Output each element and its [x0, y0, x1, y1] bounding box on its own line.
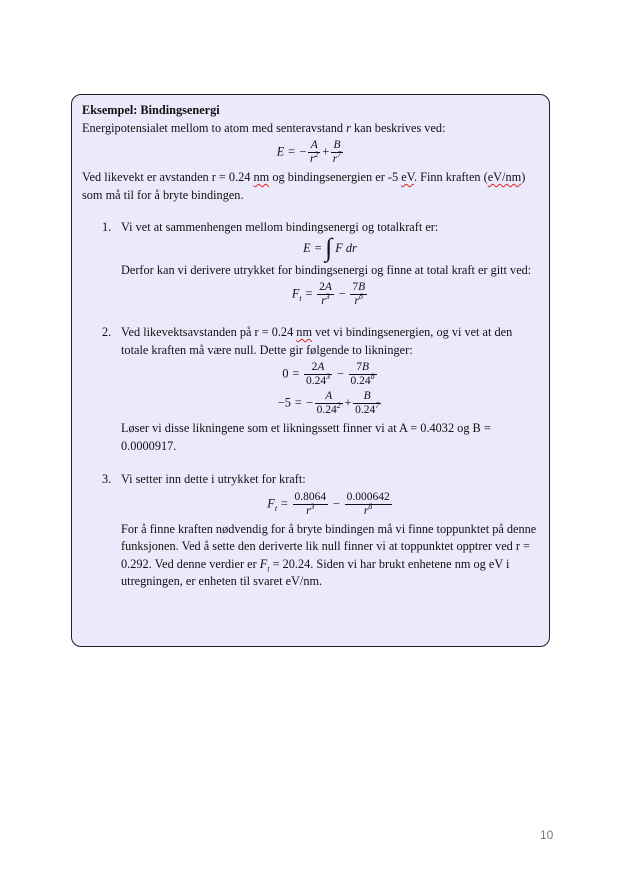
- example-title: Eksempel: Bindingsenergi: [82, 103, 220, 117]
- list-item: 1. Vi vet at sammenhengen mellom bindingsenergi og totalkraft er: E = ∫ F dr Derfor kan vi derivere utrykket for bindingsenergi og finne at total kraft er gitt ved: $F_t$ = $\frac{2A}{r^3}$ − $\frac{7B}{r^8}$: [82, 219, 539, 308]
- equilibrium-equation-1: 0 = $\frac{2A}{0.24^3}$ − $\frac{7B}{0.24^8}$: [282, 361, 375, 387]
- force-substituted-equation: $F_t$ = $\frac{0.8064}{r^3}$ − $\frac{0.000642}{r^8}$: [267, 490, 390, 517]
- example-box: [71, 94, 550, 647]
- solution-list: [82, 219, 539, 591]
- force-equation: $F_t$ = $\frac{2A}{r^3}$ − $\frac{7B}{r^8}$: [291, 281, 366, 307]
- equilibrium-equation-2: −5 = − $\frac{A}{0.24^2}$ + $\frac{B}{0.24^7}$: [277, 390, 380, 416]
- integral-equation: E = ∫ F dr: [303, 232, 357, 262]
- list-item: 3. Vi setter inn dette i utrykket for kraft: $F_t$ = $\frac{0.8064}{r^3}$ − $\frac{0.000642}{r^8}$ For å finne kraften nødvendig for å bryte bindingen må vi finne toppunktet på denne funksjonen. Ved å sette den deriverte lik null finner vi at toppunktet opptrer ved r = 0.292. Ved denne verdier er $F_t = 20.24$. Siden vi har brukt enhetene nm og eV i utregningen, er enheten til svaret eV/nm.: [82, 471, 539, 591]
- energy-equation: E = − $\frac{A}{r^2}$ + $\frac{B}{r^7}$: [276, 139, 342, 165]
- list-item: 2. Ved likevektsavstanden på r = 0.24 nm vet vi bindingsenergien, og vi vet at den totale kraften må være null. Dette gir følgende to likninger: 0 = $\frac{2A}{0.24^3}$ − $\frac{7B}{0.24^8}$ −5 = − $\frac{A}{0.24^2}$ + $\frac{B}{0.24^7}$ Løser vi disse likningene som et likningssett finner vi at A = 0.4032 og B = 0.0000917.: [82, 324, 539, 455]
- intro-paragraph-1: Energipotensialet mellom to atom med senteravstand r kan beskrives ved:: [82, 120, 446, 135]
- page-number: 10: [540, 828, 554, 842]
- intro-paragraph-2: Ved likevekt er avstanden r = 0.24 nm og bindingsenergien er -5 eV. Finn kraften (eV/nm) som må til for å bryte bindingen.: [82, 170, 526, 202]
